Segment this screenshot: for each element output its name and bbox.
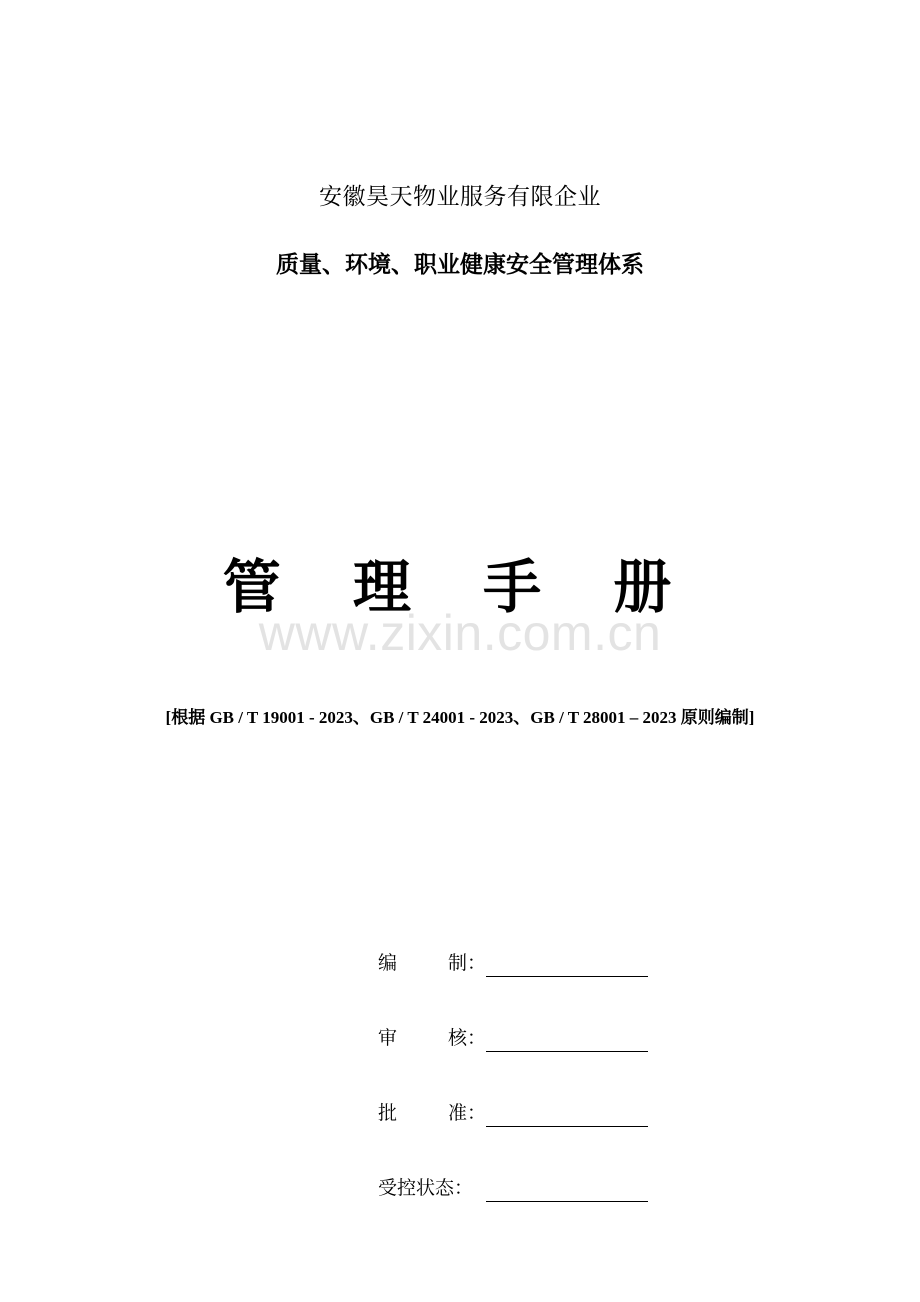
standards-basis: [根据 GB / T 19001 - 2023、GB / T 24001 - 2023、GB / T 28001 – 2023 原则编制] (165, 708, 755, 727)
approve-label-char1: 批 (378, 1102, 398, 1124)
company-name: 安徽昊天物业服务有限企业 (319, 184, 601, 210)
control-status-label: 受控状态： (378, 1177, 474, 1199)
signoff-row-compile (378, 902, 648, 977)
review-label-char2: 核： (447, 1027, 486, 1049)
signoff-row-review (378, 977, 648, 1052)
review-signature-line[interactable] (486, 1025, 648, 1052)
compile-signature-line[interactable] (486, 950, 648, 977)
approve-signature-line[interactable] (486, 1100, 648, 1127)
signoff-row-control-status (378, 1127, 648, 1202)
control-status-line[interactable] (486, 1175, 648, 1202)
compile-label-char2: 制： (447, 952, 486, 974)
signoff-row-approve (378, 1052, 648, 1127)
approve-label-char2: 准： (447, 1102, 486, 1124)
manual-title: 管 理 手 册 (222, 553, 698, 621)
review-label-char1: 审 (378, 1027, 398, 1049)
compile-label-char1: 编 (378, 952, 398, 974)
system-title: 质量、环境、职业健康安全管理体系 (276, 252, 644, 278)
watermark: www.zixin.com.cn (258, 605, 662, 661)
